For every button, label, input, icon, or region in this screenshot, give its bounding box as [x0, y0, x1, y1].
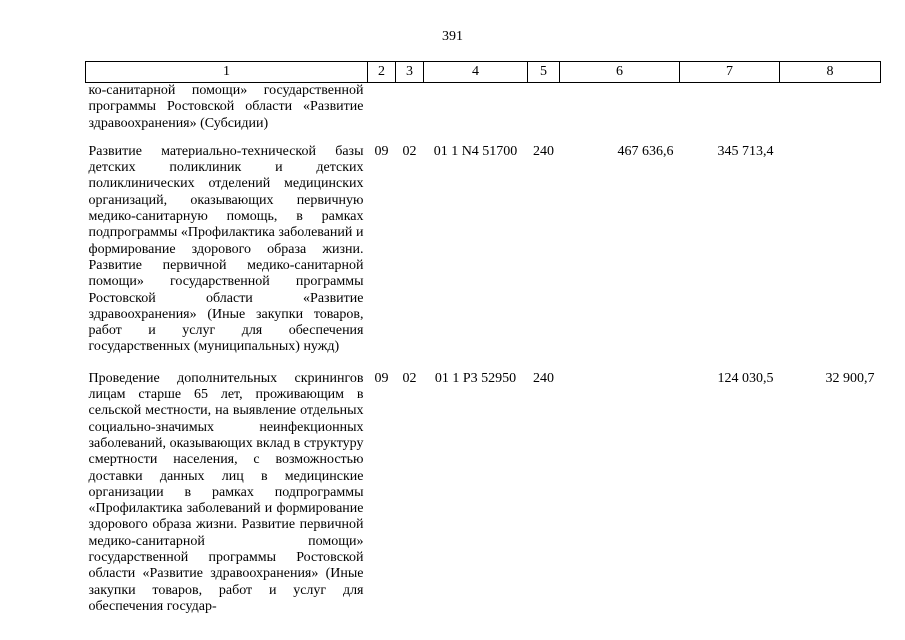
- row-description: ко-санитарной помощи» государственной программы Ростовской области «Развитие здравоохранения» (Субсидии): [88, 83, 364, 131]
- header-col-5: 5: [528, 62, 560, 83]
- row-section: 09: [374, 370, 389, 386]
- row-expense-type: 240: [533, 370, 554, 386]
- table-row: [86, 370, 881, 615]
- row-expense-type: 240: [533, 143, 554, 159]
- row-section: [368, 83, 396, 143]
- row-expense-type: [528, 83, 560, 143]
- row-amount-col7: [680, 83, 780, 143]
- row-subsection: 02: [402, 143, 417, 159]
- page-number: 391: [442, 29, 463, 44]
- header-col-8: 8: [780, 62, 881, 83]
- row-subsection: [396, 83, 424, 143]
- row-amount-col6: [560, 370, 680, 615]
- row-amount-col8: [780, 143, 881, 370]
- header-col-6: 6: [560, 62, 680, 83]
- table-row: [86, 83, 881, 143]
- row-subsection: 02: [402, 370, 417, 386]
- header-col-2: 2: [368, 62, 396, 83]
- row-amount-col7: 345 713,4: [717, 143, 774, 159]
- row-amount-col8: 32 900,7: [825, 370, 875, 386]
- header-col-4: 4: [424, 62, 528, 83]
- budget-table: [85, 61, 881, 615]
- row-amount-col6: 467 636,6: [617, 143, 674, 159]
- row-target-article: 01 1 P3 52950: [434, 370, 517, 386]
- table-row: [86, 143, 881, 370]
- header-col-1: 1: [86, 62, 368, 83]
- row-amount-col8: [780, 83, 881, 143]
- table-header: [86, 62, 881, 83]
- row-amount-col7: 124 030,5: [717, 370, 774, 386]
- header-col-7: 7: [680, 62, 780, 83]
- row-description: Проведение дополнительных скринингов лицам старше 65 лет, проживающим в сельской местности, на выявление отдельных социально-значимых неинфекционных заболеваний, оказывающих вклад в структуру смертности населения, с возможностью доставки данных лиц в медицинские организации в рамках подпрограммы «Профилактика заболеваний и формирование здорового образа жизни. Развитие первичной медико-санитарной помощи» государственной программы Ростовской области «Развитие здравоохранения» (Иные закупки товаров, работ и услуг для обеспечения государ-: [88, 370, 364, 614]
- row-section: 09: [374, 143, 389, 159]
- row-target-article: 01 1 N4 51700: [433, 143, 518, 159]
- header-col-3: 3: [396, 62, 424, 83]
- row-target-article: [424, 83, 528, 143]
- row-amount-col6: [560, 83, 680, 143]
- row-description: Развитие материально-технической базы детских поликлиник и детских поликлинических отделений медицинских организаций, оказывающих первичную медико-санитарную помощь, в рамках подпрограммы «Профилактика заболеваний и формирование здорового образа жизни. Развитие первичной медико-санитарной помощи» государственной программы Ростовской области «Развитие здравоохранения» (Иные закупки товаров, работ и услуг для обеспечения государственных (муниципальных) нужд): [88, 143, 364, 355]
